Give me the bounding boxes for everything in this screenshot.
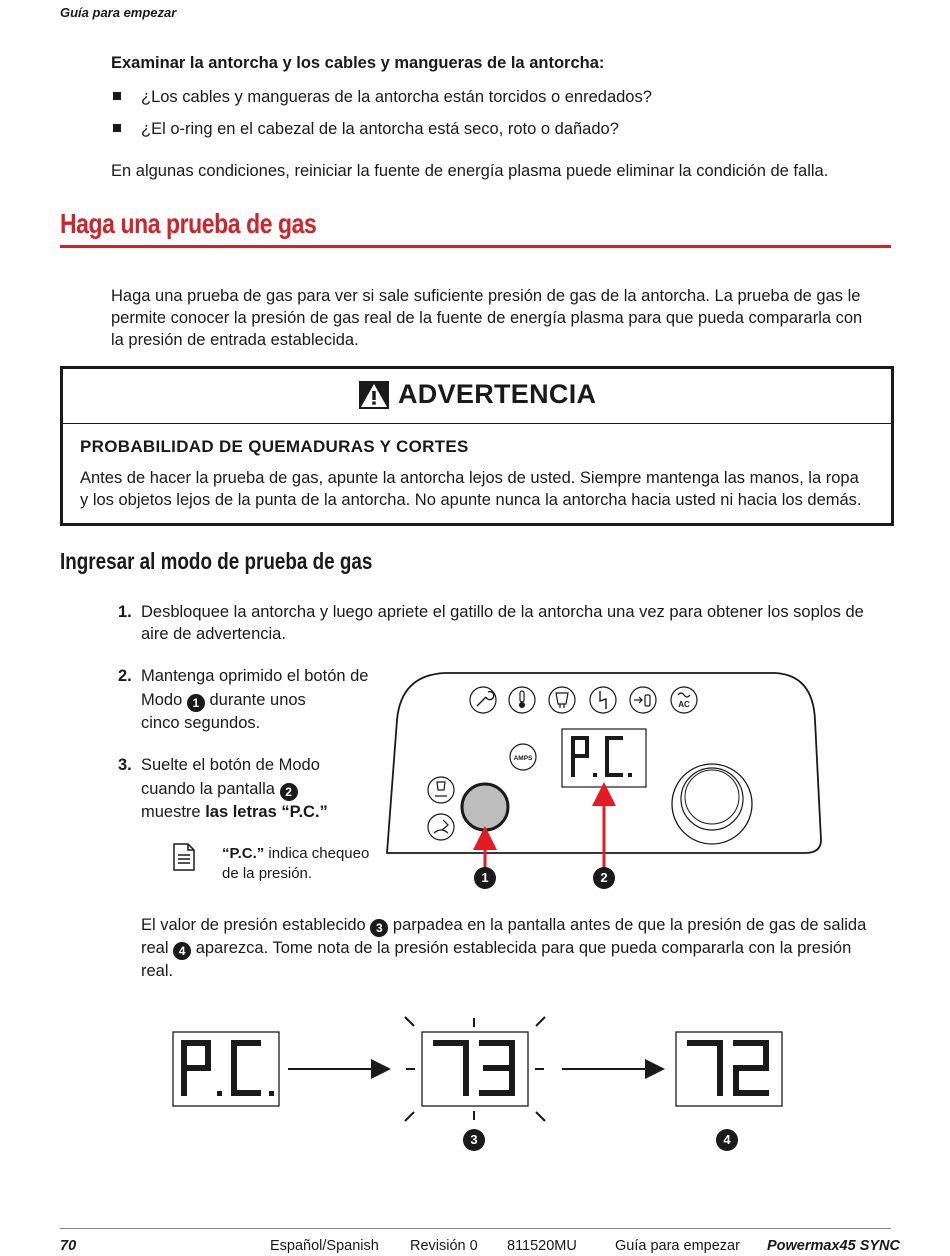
bullet-item: ¿El o-ring en el cabezal de la antorcha está seco, roto o dañado? <box>141 118 619 140</box>
callout-3-marker: 3 <box>370 919 388 937</box>
warning-header <box>63 369 891 424</box>
display-pc <box>173 1032 279 1106</box>
control-panel-diagram <box>385 670 825 892</box>
inspect-heading: Examinar la antorcha y los cables y mangueras de la antorcha: <box>111 54 605 72</box>
display-73-blinking <box>405 1017 545 1121</box>
step-number: 2. <box>118 667 132 685</box>
bullet-item: ¿Los cables y mangueras de la antorcha están torcidos o enredados? <box>141 86 652 108</box>
bullet-square-icon <box>113 124 121 132</box>
warning-subtitle: PROBABILIDAD DE QUEMADURAS Y CORTES <box>80 437 469 456</box>
pressure-paragraph: El valor de presión establecido 3 parpadea en la pantalla antes de que la presión de gas de salida real 4 aparezca. Tome nota de la presión establecida para que pueda compararla con la presión real. <box>141 916 867 980</box>
footer-revision: Revisión 0 <box>410 1238 478 1254</box>
mode-button <box>462 784 508 830</box>
footer-language: Español/Spanish <box>270 1238 379 1254</box>
callout-2: 2 <box>593 867 615 889</box>
wrench-icon <box>470 687 496 713</box>
callout-4: 4 <box>716 1129 738 1151</box>
callout-1-marker: 1 <box>187 694 205 712</box>
torch-consumable-icon <box>549 687 575 713</box>
ac-input-icon <box>671 687 697 713</box>
bullet-square-icon <box>113 92 121 100</box>
warning-body: Antes de hacer la prueba de gas, apunte la antorcha lejos de usted. Siempre mantenga las manos, la ropa y los objetos lejos de la punta de la antorcha. No apunte nunca la antorcha hacia usted ni hacia los demás. <box>80 469 862 509</box>
footer-part-number: 811520MU <box>507 1238 577 1254</box>
thermometer-icon <box>509 687 535 713</box>
note-text: “P.C.” indica chequeo de la presión. <box>222 845 370 882</box>
section-title: Haga una prueba de gas <box>60 208 317 239</box>
adjustment-knob <box>672 764 752 844</box>
intro-paragraph: Haga una prueba de gas para ver si sale suficiente presión de gas de la antorcha. La prueba de gas le permite conocer la presión de gas real de la fuente de energía plasma para que pueda compararla con la presión de entrada establecida. <box>111 287 863 349</box>
gas-pressure-icon <box>630 687 656 713</box>
section-divider <box>60 245 891 248</box>
ac-label: AC <box>678 700 690 709</box>
step-text: Mantenga oprimido el botón de Modo 1 durante unos cinco segundos. <box>141 667 369 732</box>
gouge-mode-icon <box>428 814 454 840</box>
note-icon <box>172 843 196 871</box>
step-text: Suelte el botón de Modo cuando la pantalla 2 muestre las letras “P.C.” <box>141 756 328 821</box>
warning-title: ADVERTENCIA <box>398 379 597 409</box>
step-number: 1. <box>118 603 132 621</box>
reset-note: En algunas condiciones, reiniciar la fuente de energía plasma puede eliminar la condición de falla. <box>111 162 829 180</box>
cut-mode-icon <box>428 777 454 803</box>
warning-box <box>60 366 894 526</box>
page-number: 70 <box>60 1238 77 1254</box>
callout-1: 1 <box>474 867 496 889</box>
display-72 <box>676 1032 782 1106</box>
step-number: 3. <box>118 756 132 774</box>
footer-product: Powermax45 SYNC <box>767 1238 900 1254</box>
subsection-title: Ingresar al modo de prueba de gas <box>60 548 373 574</box>
footer-guide: Guía para empezar <box>615 1238 740 1254</box>
callout-4-marker: 4 <box>173 942 191 960</box>
footer-divider <box>60 1228 891 1229</box>
amps-label: AMPS <box>513 755 533 762</box>
callout-2-marker: 2 <box>280 783 298 801</box>
callout-3: 3 <box>463 1129 485 1151</box>
power-fault-icon <box>590 687 616 713</box>
running-head: Guía para empezar <box>60 5 177 20</box>
display-sequence-diagram <box>165 1010 795 1130</box>
warning-triangle-icon <box>359 381 389 409</box>
step-text: Desbloquee la antorcha y luego apriete el gatillo de la antorcha una vez para obtener los soplos de aire de advertencia. <box>141 603 864 643</box>
